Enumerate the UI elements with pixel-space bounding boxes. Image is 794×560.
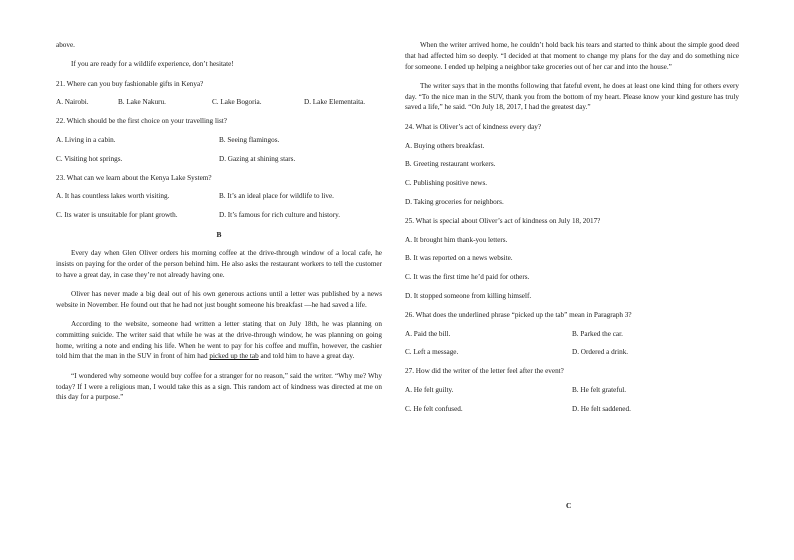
option-27-c: C. He felt confused. xyxy=(405,404,463,413)
option-21-d: D. Lake Elementaita. xyxy=(304,98,366,107)
option-22-d: D. Gazing at shining stars. xyxy=(219,154,296,163)
question-23-options xyxy=(56,191,382,221)
option-25-c: C. It was the first time he’d paid for others. xyxy=(405,273,530,282)
option-23-c: C. Its water is unsuitable for plant growth. xyxy=(56,211,178,220)
passage-paragraph-1: Every day when Glen Oliver orders his morning coffee at the drive-through window of a local cafe, he insists on paying for the order of the person behind him. He also asks the restaurant workers to tell the customer to have a great day, in case they’re not already having one. xyxy=(56,249,382,279)
option-25-d: D. It stopped someone from killing himself. xyxy=(405,291,532,300)
question-24-options xyxy=(405,141,739,208)
option-25-b: B. It was reported on a news website. xyxy=(405,254,513,263)
section-c-heading: C xyxy=(566,501,572,510)
question-27-options xyxy=(405,385,739,415)
intro-line: above. xyxy=(56,41,75,49)
option-25-a: A. It brought him thank-you letters. xyxy=(405,235,508,244)
question-26-stem: 26. What does the underlined phrase “picked up the tab” mean in Paragraph 3? xyxy=(405,310,632,319)
passage-paragraph-4: “I wondered why someone would buy coffee for a stranger for no reason,” said the writer. “Why me? Why today? If I were a religious man, I would take this as a sign. This random act of kindness was directed at me on this day for a purpose.” xyxy=(56,371,382,402)
passage-paragraph-2: Oliver has never made a big deal out of his own generous actions until a letter was published by a news website in November. He found out that he had not just bought someone his breakfast —he had saved a life. xyxy=(56,289,382,309)
option-27-d: D. He felt saddened. xyxy=(572,404,631,413)
option-21-b: B. Lake Nakuru. xyxy=(118,98,166,107)
option-24-b: B. Greeting restaurant workers. xyxy=(405,160,496,169)
option-23-b: B. It’s an ideal place for wildlife to live. xyxy=(219,192,334,201)
option-24-c: C. Publishing positive news. xyxy=(405,179,488,188)
section-b-heading: B xyxy=(216,229,222,239)
option-26-a: A. Paid the bill. xyxy=(405,329,451,338)
option-27-b: B. He felt grateful. xyxy=(572,385,627,394)
option-24-a: A. Buying others breakfast. xyxy=(405,141,485,150)
passage-paragraph-5: When the writer arrived home, he couldn’t hold back his tears and started to think about the simple good deed that had affected him so deeply. “I decided at that moment to change my plans for the day and do something nice for someone. I ended up helping a neighbor take groceries out of her car and into the house.” xyxy=(405,41,739,71)
right-column xyxy=(405,40,739,423)
question-22-options xyxy=(56,135,382,165)
option-26-b: B. Parked the car. xyxy=(572,329,623,338)
paragraph-3-text-after: and told him to have a great day. xyxy=(258,352,355,361)
option-22-c: C. Visiting hot springs. xyxy=(56,154,123,163)
passage-paragraph-3 xyxy=(56,319,382,362)
question-25-options xyxy=(405,235,739,302)
underlined-phrase: picked up the tab xyxy=(209,352,259,361)
option-24-d: D. Taking groceries for neighbors. xyxy=(405,197,504,206)
option-26-d: D. Ordered a drink. xyxy=(572,348,629,357)
question-26-options xyxy=(405,329,739,359)
question-23-stem: 23. What can we learn about the Kenya Lake System? xyxy=(56,173,212,182)
question-21-stem: 21. Where can you buy fashionable gifts in Kenya? xyxy=(56,79,204,88)
option-26-c: C. Left a message. xyxy=(405,348,459,357)
question-22-stem: 22. Which should be the first choice on your travelling list? xyxy=(56,117,227,126)
question-27-stem: 27. How did the writer of the letter feel after the event? xyxy=(405,367,564,376)
paragraph-3-text-before: According to the website, someone had written a letter stating that on July 18th, he was planning on committing suicide. The writer said that while he was at the drive-through window, he was planning on going home, writing a note and ending his life. When he went to pay for his coffee and muffin, however, the cashier told him that the man in the SUV in front of him had xyxy=(56,320,382,361)
option-27-a: A. He felt guilty. xyxy=(405,385,454,394)
left-column xyxy=(56,40,382,412)
wildlife-line: If you are ready for a wildlife experience, don’t hesitate! xyxy=(71,60,234,69)
question-25-stem: 25. What is special about Oliver’s act of kindness on July 18, 2017? xyxy=(405,216,601,225)
option-22-a: A. Living in a cabin. xyxy=(56,135,116,144)
option-23-a: A. It has countless lakes worth visiting. xyxy=(56,192,170,201)
passage-paragraph-6: The writer says that in the months following that fateful event, he does at least one kind thing for others every day. “To the nice man in the SUV, thank you from the bottom of my heart. Please know your kind gesture has truly saved a life,” he said. “On July 18, 2017, I had the greatest day.” xyxy=(405,81,739,112)
option-21-c: C. Lake Bogoria. xyxy=(212,98,262,107)
question-24-stem: 24. What is Oliver’s act of kindness every day? xyxy=(405,122,542,131)
question-21-options xyxy=(56,97,382,108)
option-21-a: A. Nairobi. xyxy=(56,98,89,107)
option-23-d: D. It’s famous for rich culture and history. xyxy=(219,211,341,220)
option-22-b: B. Seeing flamingos. xyxy=(219,135,280,144)
